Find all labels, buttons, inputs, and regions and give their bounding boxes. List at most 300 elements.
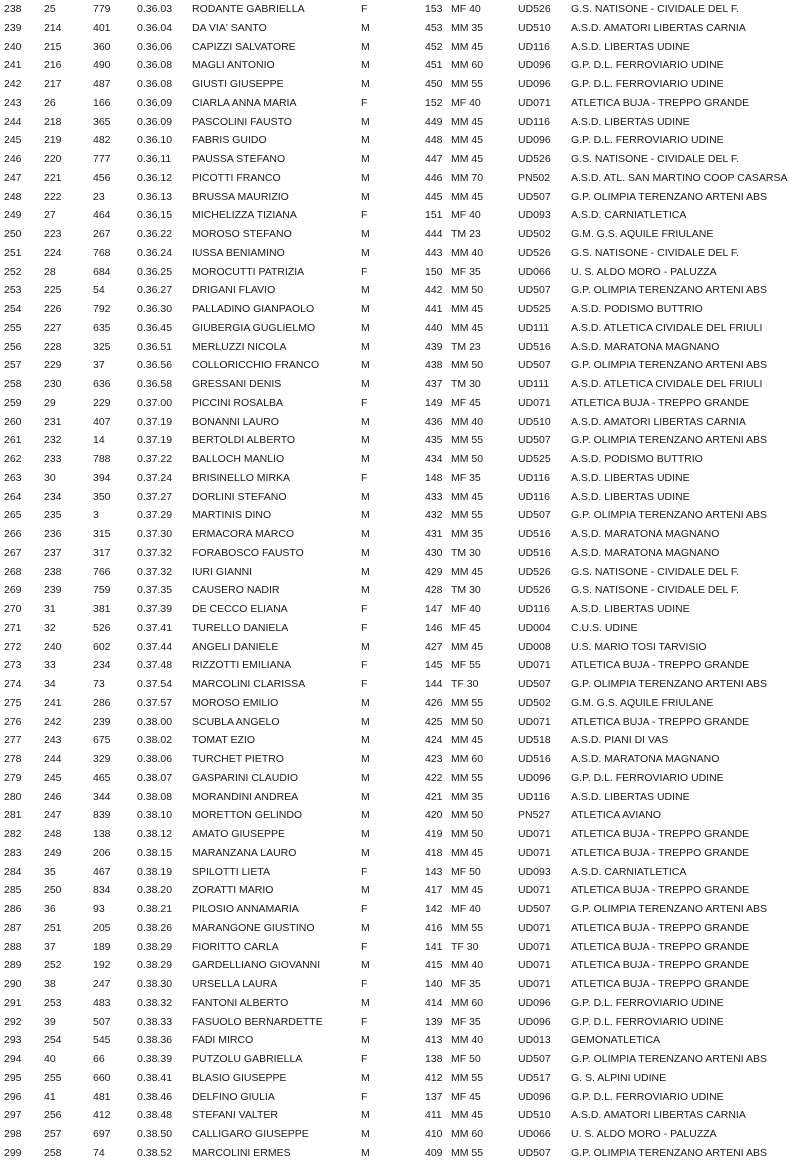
category-position-cell: 424 (425, 734, 443, 747)
bib-number-cell: 14 (93, 434, 105, 447)
category-cell: MF 35 (451, 1015, 481, 1028)
category-cell: MF 35 (451, 978, 481, 990)
table-row (0, 188, 800, 207)
athlete-name-cell: MAGLI ANTONIO (192, 59, 275, 72)
club-code-cell: UD071 (518, 659, 551, 672)
sex-cell: F (361, 396, 368, 409)
sex-cell: M (361, 546, 370, 559)
table-row (0, 394, 800, 413)
sex-cell: F (361, 978, 368, 990)
sex-cell: F (361, 96, 368, 109)
category-cell: MM 35 (451, 790, 484, 803)
athlete-name-cell: TURCHET PIETRO (192, 753, 284, 765)
bib-number-cell: 365 (93, 115, 111, 128)
club-code-cell: UD096 (518, 771, 551, 784)
bib-number-cell: 487 (93, 78, 111, 90)
sex-cell: F (361, 1090, 368, 1103)
category-cell: MM 40 (451, 959, 484, 972)
gender-position-cell: 220 (44, 153, 62, 165)
finish-time-cell: 0.38.02 (137, 734, 173, 747)
bib-number-cell: 166 (93, 96, 111, 109)
table-row (0, 769, 800, 788)
gender-position-cell: 28 (44, 265, 56, 278)
gender-position-cell: 25 (44, 3, 56, 15)
gender-position-cell: 223 (44, 228, 62, 240)
finish-time-cell: 0.38.08 (137, 790, 173, 803)
finish-time-cell: 0.36.04 (137, 21, 173, 34)
club-name-cell: A.S.D. AMATORI LIBERTAS CARNIA (571, 21, 746, 34)
bib-number-cell: 684 (93, 265, 111, 278)
gender-position-cell: 244 (44, 753, 62, 765)
overall-position-cell: 266 (4, 528, 22, 540)
table-row (0, 1144, 800, 1163)
table-row (0, 1125, 800, 1144)
category-position-cell: 432 (425, 509, 443, 522)
bib-number-cell: 697 (93, 1128, 111, 1140)
category-cell: MM 50 (451, 715, 484, 728)
club-code-cell: UD516 (518, 528, 551, 540)
table-row (0, 1106, 800, 1125)
category-cell: TM 30 (451, 546, 481, 559)
gender-position-cell: 246 (44, 790, 62, 803)
athlete-name-cell: DORLINI STEFANO (192, 490, 287, 503)
sex-cell: M (361, 1146, 370, 1159)
athlete-name-cell: PICCINI ROSALBA (192, 396, 284, 409)
overall-position-cell: 245 (4, 134, 22, 147)
club-code-cell: UD071 (518, 96, 551, 109)
athlete-name-cell: MARCOLINI CLARISSA (192, 678, 306, 690)
table-row (0, 300, 800, 319)
category-cell: MM 55 (451, 78, 484, 90)
overall-position-cell: 252 (4, 265, 22, 278)
finish-time-cell: 0.37.48 (137, 659, 173, 672)
bib-number-cell: 545 (93, 1034, 111, 1047)
overall-position-cell: 274 (4, 678, 22, 690)
sex-cell: M (361, 78, 370, 90)
overall-position-cell: 241 (4, 59, 22, 72)
sex-cell: M (361, 171, 370, 184)
category-position-cell: 427 (425, 640, 443, 653)
sex-cell: M (361, 190, 370, 203)
category-position-cell: 413 (425, 1034, 443, 1047)
overall-position-cell: 277 (4, 734, 22, 747)
category-cell: MF 40 (451, 603, 481, 615)
bib-number-cell: 344 (93, 790, 111, 803)
athlete-name-cell: GASPARINI CLAUDIO (192, 771, 298, 784)
finish-time-cell: 0.36.11 (137, 153, 172, 165)
category-cell: MM 45 (451, 490, 484, 503)
sex-cell: M (361, 565, 370, 578)
athlete-name-cell: MOROSO EMILIO (192, 696, 279, 709)
table-row (0, 38, 800, 57)
bib-number-cell: 759 (93, 584, 111, 597)
category-cell: MM 55 (451, 1146, 484, 1159)
club-code-cell: UD093 (518, 209, 551, 222)
bib-number-cell: 325 (93, 340, 111, 353)
gender-position-cell: 224 (44, 246, 62, 259)
category-position-cell: 443 (425, 246, 443, 259)
bib-number-cell: 839 (93, 809, 111, 822)
club-code-cell: UD071 (518, 884, 551, 897)
table-row (0, 938, 800, 957)
sex-cell: M (361, 115, 370, 128)
club-name-cell: A.S.D. LIBERTAS UDINE (571, 471, 690, 484)
club-code-cell: UD526 (518, 565, 551, 578)
club-name-cell: A.S.D. PODISMO BUTTRIO (571, 453, 703, 465)
gender-position-cell: 40 (44, 1053, 56, 1065)
overall-position-cell: 297 (4, 1109, 22, 1122)
overall-position-cell: 292 (4, 1015, 22, 1028)
bib-number-cell: 834 (93, 884, 111, 897)
overall-position-cell: 283 (4, 846, 22, 859)
finish-time-cell: 0.38.06 (137, 753, 173, 765)
club-code-cell: UD116 (518, 115, 550, 128)
bib-number-cell: 788 (93, 453, 111, 465)
finish-time-cell: 0.36.27 (137, 284, 173, 297)
finish-time-cell: 0.37.32 (137, 546, 173, 559)
club-name-cell: G.P. OLIMPIA TERENZANO ARTENI ABS (571, 1146, 768, 1159)
category-position-cell: 449 (425, 115, 443, 128)
category-cell: MM 70 (451, 171, 484, 184)
finish-time-cell: 0.38.07 (137, 771, 173, 784)
club-code-cell: UD525 (518, 303, 551, 315)
gender-position-cell: 214 (44, 21, 62, 34)
category-cell: MM 45 (451, 190, 484, 203)
sex-cell: M (361, 921, 370, 934)
finish-time-cell: 0.36.22 (137, 228, 173, 240)
sex-cell: M (361, 284, 370, 297)
category-position-cell: 446 (425, 171, 443, 184)
athlete-name-cell: STEFANI VALTER (192, 1109, 278, 1122)
overall-position-cell: 250 (4, 228, 22, 240)
bib-number-cell: 247 (93, 978, 111, 990)
category-cell: MM 45 (451, 153, 484, 165)
finish-time-cell: 0.37.57 (137, 696, 173, 709)
club-code-cell: UD066 (518, 265, 551, 278)
category-cell: MM 45 (451, 565, 484, 578)
finish-time-cell: 0.38.00 (137, 715, 173, 728)
category-cell: MM 60 (451, 1128, 484, 1140)
club-name-cell: A.S.D. PODISMO BUTTRIO (571, 303, 703, 315)
athlete-name-cell: MICHELIZZA TIZIANA (192, 209, 297, 222)
overall-position-cell: 240 (4, 40, 22, 53)
gender-position-cell: 219 (44, 134, 62, 147)
athlete-name-cell: BONANNI LAURO (192, 415, 279, 428)
overall-position-cell: 246 (4, 153, 22, 165)
category-position-cell: 142 (425, 903, 443, 915)
bib-number-cell: 286 (93, 696, 111, 709)
bib-number-cell: 54 (93, 284, 105, 297)
bib-number-cell: 467 (93, 865, 111, 878)
sex-cell: M (361, 884, 370, 897)
club-name-cell: C.U.S. UDINE (571, 621, 638, 634)
club-code-cell: UD066 (518, 1128, 551, 1140)
athlete-name-cell: FIORITTO CARLA (192, 940, 279, 953)
category-cell: MF 55 (451, 659, 481, 672)
club-code-cell: UD071 (518, 396, 551, 409)
club-code-cell: UD004 (518, 621, 551, 634)
bib-number-cell: 766 (93, 565, 111, 578)
finish-time-cell: 0.37.41 (137, 621, 173, 634)
athlete-name-cell: DE CECCO ELIANA (192, 603, 288, 615)
athlete-name-cell: ZORATTI MARIO (192, 884, 274, 897)
category-cell: MM 45 (451, 846, 484, 859)
club-name-cell: A.S.D. MARATONA MAGNANO (571, 753, 720, 765)
finish-time-cell: 0.37.19 (137, 434, 173, 447)
club-name-cell: ATLETICA BUJA - TREPPO GRANDE (571, 96, 750, 109)
table-row (0, 806, 800, 825)
bib-number-cell: 74 (93, 1146, 105, 1159)
athlete-name-cell: GARDELLIANO GIOVANNI (192, 959, 321, 972)
club-name-cell: G.P. OLIMPIA TERENZANO ARTENI ABS (571, 190, 768, 203)
bib-number-cell: 189 (93, 940, 111, 953)
gender-position-cell: 228 (44, 340, 62, 353)
club-code-cell: PN502 (518, 171, 551, 184)
club-code-cell: UD507 (518, 1146, 551, 1159)
category-position-cell: 409 (425, 1146, 443, 1159)
athlete-name-cell: RIZZOTTI EMILIANA (192, 659, 292, 672)
club-code-cell: UD096 (518, 996, 551, 1009)
club-code-cell: UD507 (518, 1053, 551, 1065)
finish-time-cell: 0.36.08 (137, 59, 173, 72)
overall-position-cell: 289 (4, 959, 22, 972)
club-name-cell: ATLETICA BUJA - TREPPO GRANDE (571, 921, 750, 934)
category-cell: MF 35 (451, 265, 481, 278)
overall-position-cell: 293 (4, 1034, 22, 1047)
club-name-cell: G.P. OLIMPIA TERENZANO ARTENI ABS (571, 434, 768, 447)
table-row (0, 881, 800, 900)
table-row (0, 863, 800, 882)
table-row (0, 788, 800, 807)
gender-position-cell: 231 (44, 415, 62, 428)
gender-position-cell: 222 (44, 190, 62, 203)
club-code-cell: UD096 (518, 59, 551, 72)
overall-position-cell: 249 (4, 209, 22, 222)
table-row (0, 506, 800, 525)
sex-cell: M (361, 696, 370, 709)
club-code-cell: UD111 (518, 378, 550, 390)
overall-position-cell: 281 (4, 809, 22, 822)
category-position-cell: 151 (425, 209, 443, 222)
club-name-cell: ATLETICA BUJA - TREPPO GRANDE (571, 884, 750, 897)
gender-position-cell: 247 (44, 809, 62, 822)
athlete-name-cell: AMATO GIUSEPPE (192, 828, 285, 840)
category-cell: MF 45 (451, 1090, 481, 1103)
finish-time-cell: 0.37.32 (137, 565, 173, 578)
category-position-cell: 440 (425, 321, 443, 334)
bib-number-cell: 138 (93, 828, 111, 840)
bib-number-cell: 412 (93, 1109, 111, 1122)
category-cell: MM 50 (451, 284, 484, 297)
gender-position-cell: 30 (44, 471, 56, 484)
club-name-cell: G. S. ALPINI UDINE (571, 1071, 667, 1084)
club-name-cell: G.S. NATISONE - CIVIDALE DEL F. (571, 3, 740, 15)
athlete-name-cell: BERTOLDI ALBERTO (192, 434, 296, 447)
category-position-cell: 445 (425, 190, 443, 203)
sex-cell: F (361, 1015, 368, 1028)
table-row (0, 75, 800, 94)
overall-position-cell: 256 (4, 340, 22, 353)
athlete-name-cell: TOMAT EZIO (192, 734, 256, 747)
bib-number-cell: 636 (93, 378, 111, 390)
table-row (0, 919, 800, 938)
sex-cell: M (361, 21, 370, 34)
finish-time-cell: 0.37.30 (137, 528, 173, 540)
category-position-cell: 451 (425, 59, 443, 72)
category-cell: MF 40 (451, 96, 481, 109)
table-row (0, 581, 800, 600)
finish-time-cell: 0.38.30 (137, 978, 173, 990)
finish-time-cell: 0.37.19 (137, 415, 173, 428)
category-cell: MM 45 (451, 734, 484, 747)
sex-cell: M (361, 321, 370, 334)
gender-position-cell: 234 (44, 490, 62, 503)
table-row (0, 225, 800, 244)
category-position-cell: 138 (425, 1053, 443, 1065)
gender-position-cell: 226 (44, 303, 62, 315)
finish-time-cell: 0.37.39 (137, 603, 173, 615)
category-position-cell: 153 (425, 3, 443, 15)
finish-time-cell: 0.36.09 (137, 115, 173, 128)
club-name-cell: ATLETICA BUJA - TREPPO GRANDE (571, 396, 750, 409)
table-row (0, 544, 800, 563)
sex-cell: M (361, 490, 370, 503)
bib-number-cell: 267 (93, 228, 111, 240)
table-row (0, 356, 800, 375)
category-cell: TM 23 (451, 340, 481, 353)
club-code-cell: UD526 (518, 3, 551, 15)
category-cell: MM 50 (451, 809, 484, 822)
category-cell: MM 60 (451, 59, 484, 72)
gender-position-cell: 221 (44, 171, 62, 184)
overall-position-cell: 253 (4, 284, 22, 297)
club-name-cell: A.S.D. PIANI DI VAS (571, 734, 669, 747)
club-name-cell: ATLETICA BUJA - TREPPO GRANDE (571, 846, 750, 859)
finish-time-cell: 0.37.27 (137, 490, 173, 503)
club-name-cell: G.M. G.S. AQUILE FRIULANE (571, 696, 714, 709)
category-position-cell: 450 (425, 78, 443, 90)
gender-position-cell: 251 (44, 921, 62, 934)
sex-cell: M (361, 246, 370, 259)
finish-time-cell: 0.38.41 (137, 1071, 173, 1084)
gender-position-cell: 248 (44, 828, 62, 840)
club-name-cell: A.S.D. MARATONA MAGNANO (571, 528, 720, 540)
sex-cell: M (361, 228, 370, 240)
club-code-cell: UD516 (518, 340, 551, 353)
gender-position-cell: 26 (44, 96, 56, 109)
category-cell: MM 55 (451, 434, 484, 447)
finish-time-cell: 0.38.33 (137, 1015, 173, 1028)
overall-position-cell: 288 (4, 940, 22, 953)
bib-number-cell: 206 (93, 846, 111, 859)
club-code-cell: UD507 (518, 190, 551, 203)
finish-time-cell: 0.36.13 (137, 190, 173, 203)
athlete-name-cell: MOROCUTTI PATRIZIA (192, 265, 305, 278)
sex-cell: M (361, 378, 370, 390)
club-name-cell: G.P. OLIMPIA TERENZANO ARTENI ABS (571, 509, 768, 522)
gender-position-cell: 238 (44, 565, 62, 578)
club-code-cell: UD096 (518, 78, 551, 90)
gender-position-cell: 33 (44, 659, 56, 672)
overall-position-cell: 276 (4, 715, 22, 728)
club-code-cell: UD525 (518, 453, 551, 465)
club-name-cell: G.P. OLIMPIA TERENZANO ARTENI ABS (571, 1053, 768, 1065)
overall-position-cell: 251 (4, 246, 22, 259)
sex-cell: M (361, 434, 370, 447)
gender-position-cell: 218 (44, 115, 62, 128)
category-position-cell: 410 (425, 1128, 443, 1140)
sex-cell: F (361, 940, 368, 953)
category-cell: MM 55 (451, 921, 484, 934)
finish-time-cell: 0.36.08 (137, 78, 173, 90)
category-position-cell: 140 (425, 978, 443, 990)
overall-position-cell: 242 (4, 78, 22, 90)
category-position-cell: 437 (425, 378, 443, 390)
sex-cell: M (361, 340, 370, 353)
club-code-cell: UD096 (518, 1090, 551, 1103)
athlete-name-cell: COLLORICCHIO FRANCO (192, 359, 320, 372)
gender-position-cell: 229 (44, 359, 62, 372)
finish-time-cell: 0.38.29 (137, 940, 173, 953)
category-position-cell: 448 (425, 134, 443, 147)
athlete-name-cell: MOROSO STEFANO (192, 228, 292, 240)
category-cell: MM 40 (451, 415, 484, 428)
finish-time-cell: 0.38.10 (137, 809, 173, 822)
category-cell: MM 35 (451, 21, 484, 34)
athlete-name-cell: CALLIGARO GIUSEPPE (192, 1128, 309, 1140)
club-name-cell: A.S.D. LIBERTAS UDINE (571, 115, 690, 128)
gender-position-cell: 39 (44, 1015, 56, 1028)
overall-position-cell: 248 (4, 190, 22, 203)
sex-cell: M (361, 59, 370, 72)
sex-cell: F (361, 903, 368, 915)
finish-time-cell: 0.36.24 (137, 246, 173, 259)
finish-time-cell: 0.37.00 (137, 396, 173, 409)
sex-cell: M (361, 40, 370, 53)
table-row (0, 713, 800, 732)
overall-position-cell: 290 (4, 978, 22, 990)
club-name-cell: ATLETICA BUJA - TREPPO GRANDE (571, 978, 750, 990)
category-position-cell: 434 (425, 453, 443, 465)
overall-position-cell: 298 (4, 1128, 22, 1140)
club-name-cell: G.P. OLIMPIA TERENZANO ARTENI ABS (571, 903, 768, 915)
overall-position-cell: 257 (4, 359, 22, 372)
finish-time-cell: 0.37.22 (137, 453, 173, 465)
finish-time-cell: 0.38.19 (137, 865, 173, 878)
gender-position-cell: 243 (44, 734, 62, 747)
sex-cell: M (361, 640, 370, 653)
athlete-name-cell: MORANDINI ANDREA (192, 790, 299, 803)
table-row (0, 431, 800, 450)
category-position-cell: 152 (425, 96, 443, 109)
bib-number-cell: 635 (93, 321, 111, 334)
overall-position-cell: 259 (4, 396, 22, 409)
category-position-cell: 431 (425, 528, 443, 540)
club-name-cell: G.S. NATISONE - CIVIDALE DEL F. (571, 584, 740, 597)
athlete-name-cell: BRUSSA MAURIZIO (192, 190, 289, 203)
category-position-cell: 137 (425, 1090, 443, 1103)
finish-time-cell: 0.36.45 (137, 321, 173, 334)
gender-position-cell: 249 (44, 846, 62, 859)
bib-number-cell: 482 (93, 134, 111, 147)
bib-number-cell: 234 (93, 659, 111, 672)
club-name-cell: ATLETICA BUJA - TREPPO GRANDE (571, 940, 750, 953)
table-row (0, 113, 800, 132)
club-name-cell: G.P. D.L. FERROVIARIO UDINE (571, 59, 724, 72)
table-row (0, 338, 800, 357)
category-position-cell: 411 (425, 1109, 442, 1122)
sex-cell: M (361, 1034, 370, 1047)
